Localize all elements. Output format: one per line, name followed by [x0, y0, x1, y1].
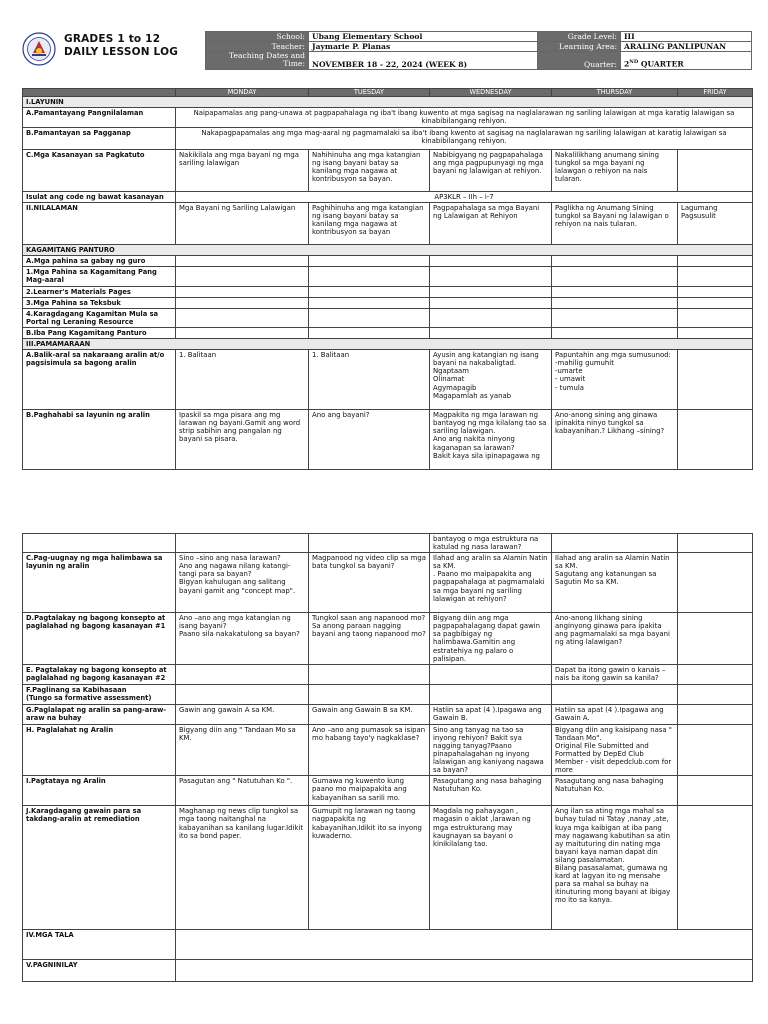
konsepto2-monday: [176, 664, 309, 684]
kabihasaan-monday: [176, 684, 309, 704]
kabihasaan-tuesday: [309, 684, 430, 704]
nilalaman-wednesday: Pagpapahalaga sa mga Bayani ng Lalawigan at Rehiyon: [430, 203, 552, 245]
gabay-monday: [176, 256, 309, 267]
pagganap-row: [23, 128, 753, 150]
school-value: Ubang Elementary School: [309, 32, 538, 42]
day-header-monday: MONDAY: [176, 89, 309, 97]
konsepto1-tuesday: Tungkol saan ang napanood mo? Sa anong paraan nagging bayani ang taong napanood mo?: [309, 613, 430, 665]
karagdagan-label: J.Karagdagang gawain para sa takdang-aralin at remediation: [23, 806, 176, 930]
iba-monday: [176, 327, 309, 338]
pamamaraan-row: [23, 339, 753, 350]
lm-friday: [678, 286, 753, 297]
kagamitan-pang-tuesday: [309, 267, 430, 286]
iba-tuesday: [309, 327, 430, 338]
teksbuk-friday: [678, 297, 753, 308]
code-label: Isulat ang code ng bawat kasanayan: [23, 192, 176, 203]
layunin-label: I.LAYUNIN: [23, 97, 753, 108]
day-header-friday: FRIDAY: [678, 89, 753, 97]
lm-wednesday: [430, 286, 552, 297]
kagamitan-pang-wednesday: [430, 267, 552, 286]
area-label: Learning Area:: [538, 42, 621, 52]
title-line-2: DAILY LESSON LOG: [64, 46, 179, 58]
kasanayan-label: C.Mga Kasanayan sa Pagkatuto: [23, 150, 176, 192]
document-title: [64, 33, 178, 59]
day-header-blank: [23, 89, 176, 97]
day-header-row: [23, 89, 753, 97]
paglalahat-tuesday: Ano –ano ang pumasok sa isipan mo habang tayo'y nagkaklase?: [309, 724, 430, 776]
code-row: [23, 192, 753, 203]
konsepto2-friday: [678, 664, 753, 684]
portal-tuesday: [309, 308, 430, 327]
quarter-suffix: ND: [629, 59, 639, 66]
quarter-label: Quarter:: [538, 52, 621, 70]
paghahabi-friday: [678, 410, 753, 470]
grade-value: III: [621, 32, 752, 42]
teksbuk-label: 3.Mga Pahina sa Teksbuk: [23, 297, 176, 308]
lesson-log-table-page-1: [22, 88, 753, 470]
teacher-value: Jaymarie P. Planas: [309, 42, 538, 52]
paglalapat-wednesday: Hatiin sa apat (4 ).Ipagawa ang Gawain B.: [430, 704, 552, 724]
pagtataya-monday: Pasagutan ang " Natutuhan Ko ".: [176, 776, 309, 806]
paghahabi-tuesday: Ano ang bayani?: [309, 410, 430, 470]
continuation-tuesday: [309, 534, 430, 553]
paglalapat-monday: Gawin ang gawain A sa KM.: [176, 704, 309, 724]
paglalapat-label: G.Paglalapat ng aralin sa pang-araw-araw na buhay: [23, 704, 176, 724]
pagtataya-friday: [678, 776, 753, 806]
gabay-friday: [678, 256, 753, 267]
kasanayan-friday: [678, 150, 753, 192]
balik-label: A.Balik-aral sa nakaraang aralin at/o pagsisimula sa bagong aralin: [23, 350, 176, 410]
nilalaman-friday: Lagumang Pagsusulit: [678, 203, 753, 245]
konsepto1-monday: Ano –ano ang mga katangian ng isang bayani? Paano sila nakakatulong sa bayan?: [176, 613, 309, 665]
paghahabi-monday: Ipaskil sa mga pisara ang mg larawan ng bayani.Gamit ang word strip sabihin ang pangalan ng bayani sa pisara.: [176, 410, 309, 470]
title-line-1: GRADES 1 to 12: [64, 33, 161, 45]
kasanayan-wednesday: Nabibigyang ng pagpapahalaga ang mga pagpupunyagi ng mga bayani ng lalawigan at rehiyon.: [430, 150, 552, 192]
paglalapat-thursday: Hatiin sa apat (4 ).Ipagawa ang Gawain A.: [552, 704, 678, 724]
balik-monday: 1. Balitaan: [176, 350, 309, 410]
konsepto2-label: E. Pagtalakay ng bagong konsepto at paglalahad ng bagong kasanayan #2: [23, 664, 176, 684]
gabay-thursday: [552, 256, 678, 267]
code-value: AP3KLR – IIh – i-7: [176, 192, 753, 203]
continuation-label: [23, 534, 176, 553]
continuation-friday: [678, 534, 753, 553]
dates-value: NOVEMBER 18 - 22, 2024 (WEEK 8): [309, 52, 538, 70]
karagdagan-monday: Maghanap ng news clip tungkol sa mga taong naitanghal na kabayanihan sa kanilang lugar.Idikit ito sa bond paper.: [176, 806, 309, 930]
dates-label-line-2: Time:: [283, 59, 305, 68]
iba-wednesday: [430, 327, 552, 338]
paguugnay-wednesday: Ilahad ang aralin sa Alamin Natin sa KM. . Paano mo maipapakita ang pagpapahalaga at pagmamalaki sa mga bayani ng sariling lalawigan at rehiyon?: [430, 553, 552, 613]
tala-row: [23, 930, 753, 960]
lm-tuesday: [309, 286, 430, 297]
portal-row: [23, 308, 753, 327]
paguugnay-row: [23, 553, 753, 613]
dates-label: [206, 52, 309, 70]
konsepto1-friday: [678, 613, 753, 665]
balik-row: [23, 350, 753, 410]
karagdagan-friday: [678, 806, 753, 930]
pagninilay-row: [23, 960, 753, 982]
lm-monday: [176, 286, 309, 297]
kabihasaan-wednesday: [430, 684, 552, 704]
kabihasaan-friday: [678, 684, 753, 704]
karagdagan-thursday: Ang ilan sa ating mga mahal sa buhay tulad ni Tatay ,nanay ,ate, kuya mga kaibigan at iba pang may nagawang kabutihan sa atin ay maituturing din nating mga bayani kaya naman dapat din silang pasalamatan. Bilang pasasalamat, gumawa ng kard at lagyan ito ng mensahe para sa mahal sa buhay na itinuturing mong bayani at ibigay mo ito sa kanya.: [552, 806, 678, 930]
pamamaraan-label: III.PAMAMARAAN: [23, 339, 753, 350]
nilalaman-row: [23, 203, 753, 245]
tala-value: [176, 930, 753, 960]
konsepto2-row: [23, 664, 753, 684]
deped-seal-icon: [22, 32, 56, 66]
lm-row: [23, 286, 753, 297]
paghahabi-label: B.Paghahabi sa layunin ng aralin: [23, 410, 176, 470]
balik-wednesday: Ayusin ang katangian ng isang bayani na nakabaligtad. Ngaptaam Olinamat Agymapagib Magapamlah as yanab: [430, 350, 552, 410]
layunin-row: [23, 97, 753, 108]
pagtataya-tuesday: Gumawa ng kuwento kung paano mo maipapakita ang kabayanihan sa sarili mo.: [309, 776, 430, 806]
paguugnay-tuesday: Magpanood ng video clip sa mga bata tungkol sa bayani?: [309, 553, 430, 613]
iba-friday: [678, 327, 753, 338]
pagtataya-label: I.Pagtataya ng Aralin: [23, 776, 176, 806]
paglalahat-thursday: Bigyang diin ang kaisipang nasa " Tandaan Mo". Original File Submitted and Formatted by DepEd Club Member - visit depedclub.com for more: [552, 724, 678, 776]
kagamitan-row: [23, 245, 753, 256]
konsepto1-thursday: Ano-anong likhang sining anginyong ginawa para ipakita ang pagmamalaki sa mga bayani ng ating lalawigan?: [552, 613, 678, 665]
karagdagan-row: [23, 806, 753, 930]
iba-row: [23, 327, 753, 338]
kagamitan-pang-row: [23, 267, 753, 286]
paglalahat-label: H. Paglalahat ng Aralin: [23, 724, 176, 776]
konsepto2-wednesday: [430, 664, 552, 684]
gabay-tuesday: [309, 256, 430, 267]
gabay-row: [23, 256, 753, 267]
konsepto1-label: D.Pagtalakay ng bagong konsepto at paglalahad ng bagong kasanayan #1: [23, 613, 176, 665]
pangnilalaman-value: Naipapamalas ang pang-unawa at pagpapahalaga ng iba't ibang kuwento at mga sagisag na naglalarawan ng sariling lalawigan at mga karatig lalawigan sa kinabibilangang rehiyon.: [176, 108, 753, 128]
karagdagan-tuesday: Gumupit ng larawan ng taong nagpapakita ng kabayanihan.Idikit ito sa inyong kuwaderno.: [309, 806, 430, 930]
balik-friday: [678, 350, 753, 410]
teksbuk-thursday: [552, 297, 678, 308]
kagamitan-pang-thursday: [552, 267, 678, 286]
teksbuk-monday: [176, 297, 309, 308]
konsepto1-wednesday: Bigyang diin ang mga pagpapahalagang dapat gawin sa pagbibigay ng halimbawa.Gamitin ang estratehiya ng palaro o palisipan.: [430, 613, 552, 665]
kagamitan-pang-friday: [678, 267, 753, 286]
kagamitan-label: KAGAMITANG PANTURO: [23, 245, 753, 256]
paguugnay-friday: [678, 553, 753, 613]
paglalahat-monday: Bigyang diin ang " Tandaan Mo sa KM.: [176, 724, 309, 776]
kabihasaan-row: [23, 684, 753, 704]
paguugnay-thursday: Ilahad ang aralin sa Alamin Natin sa KM. Sagutang ang katanungan sa Sagutin Mo sa KM.: [552, 553, 678, 613]
paghahabi-row: [23, 410, 753, 470]
nilalaman-thursday: Paglikha ng Anumang Sining tungkol sa Bayani ng lalawigan o rehiyon na nais tularan.: [552, 203, 678, 245]
kabihasaan-thursday: [552, 684, 678, 704]
nilalaman-tuesday: Paghihinuha ang mga katangian ng isang bayani batay sa kanilang mga nagawa at kontribusyon sa bayan: [309, 203, 430, 245]
teacher-label: Teacher:: [206, 42, 309, 52]
kasanayan-tuesday: Nahihinuha ang mga katangian ng isang bayani batay sa kanilang mga nagawa at kontribusyon sa bayan.: [309, 150, 430, 192]
paglalapat-tuesday: Gawain ang Gawain B sa KM.: [309, 704, 430, 724]
quarter-word: QUARTER: [640, 60, 684, 69]
portal-thursday: [552, 308, 678, 327]
pagtataya-row: [23, 776, 753, 806]
school-label: School:: [206, 32, 309, 42]
lm-label: 2.Learner's Materials Pages: [23, 286, 176, 297]
balik-tuesday: 1. Balitaan: [309, 350, 430, 410]
day-header-tuesday: TUESDAY: [309, 89, 430, 97]
pagganap-value: Nakapagpapamalas ang mga mag-aaral ng pagmamalaki sa iba't ibang kwento at sagisag na naglalarawan ng sariling lalawigan at karatig lalawigan sa kinabibilangang rehiyon.: [176, 128, 753, 150]
pagtataya-thursday: Pasagutang ang nasa bahaging Natutuhan Ko.: [552, 776, 678, 806]
pagtataya-wednesday: Pasagutang ang nasa bahaging Natutuhan Ko.: [430, 776, 552, 806]
iba-label: B.Iba Pang Kagamitang Panturo: [23, 327, 176, 338]
portal-wednesday: [430, 308, 552, 327]
karagdagan-wednesday: Magdala ng pahayagan , magasin o aklat ,larawan ng mga estrukturang may kaugnayan sa bayani o kinikilalang tao.: [430, 806, 552, 930]
gabay-wednesday: [430, 256, 552, 267]
kasanayan-thursday: Nakalilikhang anumang sining tungkol sa mga bayani ng lalawgan o rehiyon na nais tularan.: [552, 150, 678, 192]
nilalaman-label: II.NILALAMAN: [23, 203, 176, 245]
header-info-table: [205, 31, 752, 70]
kasanayan-row: [23, 150, 753, 192]
portal-label: 4.Karagdagang Kagamitan Mula sa Portal ng Leraning Resource: [23, 308, 176, 327]
paglalahat-friday: [678, 724, 753, 776]
iba-thursday: [552, 327, 678, 338]
paglalapat-row: [23, 704, 753, 724]
kagamitan-pang-monday: [176, 267, 309, 286]
paguugnay-label: C.Pag-uugnay ng mga halimbawa sa layunin ng aralin: [23, 553, 176, 613]
konsepto2-thursday: Dapat ba itong gawin o kanais – nais ba itong gawin sa kanila?: [552, 664, 678, 684]
day-header-wednesday: WEDNESDAY: [430, 89, 552, 97]
quarter-value: [621, 52, 752, 70]
pagninilay-label: V.PAGNINILAY: [23, 960, 176, 982]
konsepto2-tuesday: [309, 664, 430, 684]
continuation-thursday: [552, 534, 678, 553]
lesson-log-table-page-2: [22, 533, 753, 982]
pagganap-label: B.Pamantayan sa Pagganap: [23, 128, 176, 150]
lm-thursday: [552, 286, 678, 297]
dates-label-line-1: Teaching Dates and: [229, 51, 305, 60]
teksbuk-row: [23, 297, 753, 308]
nilalaman-monday: Mga Bayani ng Sariling Lalawigan: [176, 203, 309, 245]
konsepto1-row: [23, 613, 753, 665]
portal-monday: [176, 308, 309, 327]
tala-label: IV.MGA TALA: [23, 930, 176, 960]
paglalahat-row: [23, 724, 753, 776]
paglalapat-friday: [678, 704, 753, 724]
kasanayan-monday: Nakikilala ang mga bayani ng mga sariling lalawigan: [176, 150, 309, 192]
pangnilalaman-row: [23, 108, 753, 128]
kagamitan-pang-label: 1.Mga Pahina sa Kagamitang Pang Mag-aaral: [23, 267, 176, 286]
portal-friday: [678, 308, 753, 327]
continuation-row: [23, 534, 753, 553]
continuation-wednesday: bantayog o mga estruktura na katulad ng nasa larawan?: [430, 534, 552, 553]
paguugnay-monday: Sino –sino ang nasa larawan? Ano ang nagawa nilang katangi-tangi para sa bayan? Bigyan kahulugan ang salitang bayani gamit ang "concept map".: [176, 553, 309, 613]
continuation-monday: [176, 534, 309, 553]
day-header-thursday: THURSDAY: [552, 89, 678, 97]
pangnilalaman-label: A.Pamantayang Pangnilalaman: [23, 108, 176, 128]
paglalahat-wednesday: Sino ang tanyag na tao sa inyong rehiyon? Bakit sya nagging tanyag?Paano pinapahalagahan ng inyong lalawigan ang kaniyang nagawa sa bayan?: [430, 724, 552, 776]
pagninilay-value: [176, 960, 753, 982]
gabay-label: A.Mga pahina sa gabay ng guro: [23, 256, 176, 267]
grade-label: Grade Level:: [538, 32, 621, 42]
balik-thursday: Papuntahin ang mga sumusunod: -mahilig gumuhit -umarte - umawit - tumula: [552, 350, 678, 410]
paghahabi-thursday: Ano-anong sining ang ginawa ipinakita ninyo tungkol sa kabayanihan.? Likhang –sining?: [552, 410, 678, 470]
paghahabi-wednesday: Magpakita ng mga larawan ng bantayog ng mga kilalang tao sa sariling lalawigan. Ano ang nakita ninyong kaganapan sa larawan? Bakit kaya sila ipinapagawa ng: [430, 410, 552, 470]
teksbuk-tuesday: [309, 297, 430, 308]
quarter-number: 2: [624, 60, 630, 69]
teksbuk-wednesday: [430, 297, 552, 308]
kabihasaan-label: F.Paglinang sa Kabihasaan (Tungo sa formative assessment): [23, 684, 176, 704]
area-value: ARALING PANLIPUNAN: [621, 42, 752, 52]
